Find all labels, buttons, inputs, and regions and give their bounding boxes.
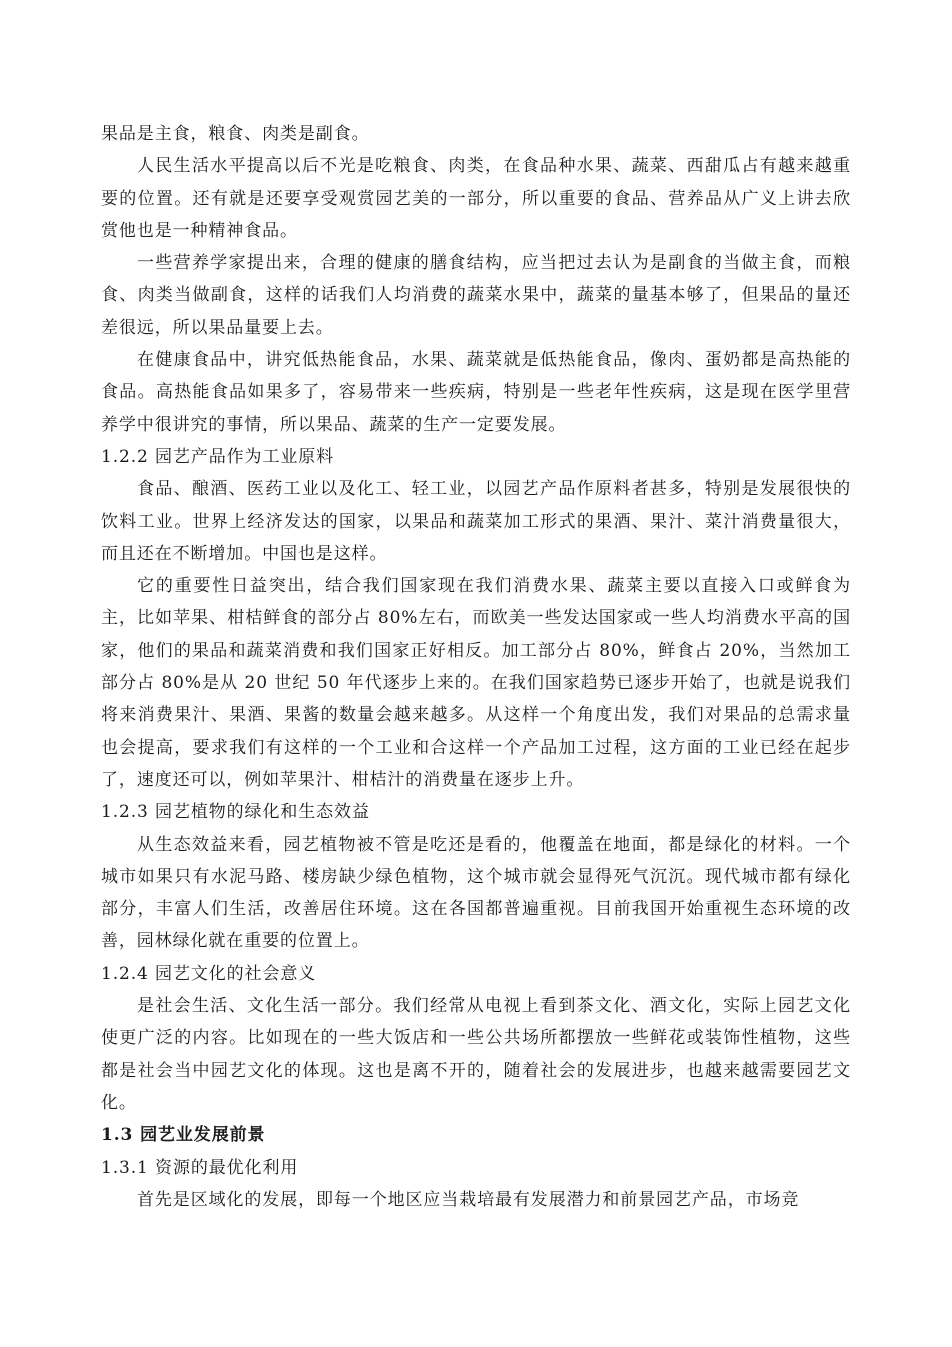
- document-page: [101, 118, 851, 1216]
- section-heading-1-2-2: 1.2.2 园艺产品作为工业原料: [101, 446, 335, 467]
- paragraph: 果品是主食，粮食、肉类是副食。: [101, 124, 370, 144]
- paragraph: 一些营养学家提出来，合理的健康的膳食结构，应当把过去认为是副食的当做主食，而粮食、肉类当做副食，这样的话我们人均消费的蔬菜水果中，蔬菜的量基本够了，但果品的量还差很远，所以果品量要上去。: [101, 253, 851, 338]
- paragraph: 是社会生活、文化生活一部分。我们经常从电视上看到茶文化、酒文化，实际上园艺文化使更广泛的内容。比如现在的一些大饭店和一些公共场所都摆放一些鲜花或装饰性植物，这些都是社会当中园艺文化的体现。这也是离不开的，随着社会的发展进步，也越来越需要园艺文化。: [101, 996, 851, 1113]
- section-heading-1-2-4: 1.2.4 园艺文化的社会意义: [101, 963, 317, 984]
- paragraph: 它的重要性日益突出，结合我们国家现在我们消费水果、蔬菜主要以直接入口或鲜食为主，比如苹果、柑桔鲜食的部分占 80%左右，而欧美一些发达国家或一些人均消费水平高的国家，他们的果品和蔬菜消费和我们国家正好相反。加工部分占 80%，鲜食占 20%，当然加工部分占 80%是从 20 世纪 50 年代逐步上来的。在我们国家趋势已逐步开始了，也就是说我们将来消费果汁、果酒、果酱的数量会越来越多。从这样一个角度出发，我们对果品的总需求量也会提高，要求我们有这样的一个工业和合这样一个产品加工过程，这方面的工业已经在起步了，速度还可以，例如苹果汁、柑桔汁的消费量在逐步上升。: [101, 576, 851, 790]
- section-heading-1-3: 1.3 园艺业发展前景: [101, 1125, 266, 1146]
- paragraph: 首先是区域化的发展，即每一个地区应当栽培最有发展潜力和前景园艺产品，市场竞: [137, 1189, 800, 1210]
- paragraph: 从生态效益来看，园艺植物被不管是吃还是看的，他覆盖在地面，都是绿化的材料。一个城市如果只有水泥马路、楼房缺少绿色植物，这个城市就会显得死气沉沉。现代城市都有绿化部分，丰富人们生活，改善居住环境。这在各国都普遍重视。目前我国开始重视生态环境的改善，园林绿化就在重要的位置上。: [101, 834, 851, 952]
- paragraph: 食品、酿酒、医药工业以及化工、轻工业，以园艺产品作原料者甚多，特别是发展很快的饮料工业。世界上经济发达的国家，以果品和蔬菜加工形式的果酒、果汁、菜汁消费量很大，而且还在不断增加。中国也是这样。: [101, 479, 851, 564]
- section-heading-1-2-3: 1.2.3 园艺植物的绿化和生态效益: [101, 802, 370, 823]
- section-heading-1-3-1: 1.3.1 资源的最优化利用: [101, 1157, 299, 1178]
- paragraph: 人民生活水平提高以后不光是吃粮食、肉类，在食品种水果、蔬菜、西甜瓜占有越来越重要的位置。还有就是还要享受观赏园艺美的一部分，所以重要的食品、营养品从广义上讲去欣赏他也是一种精神食品。: [101, 156, 851, 241]
- paragraph: 在健康食品中，讲究低热能食品，水果、蔬菜就是低热能食品，像肉、蛋奶都是高热能的食品。高热能食品如果多了，容易带来一些疾病，特别是一些老年性疾病，这是现在医学里营养学中很讲究的事情，所以果品、蔬菜的生产一定要发展。: [101, 350, 851, 435]
